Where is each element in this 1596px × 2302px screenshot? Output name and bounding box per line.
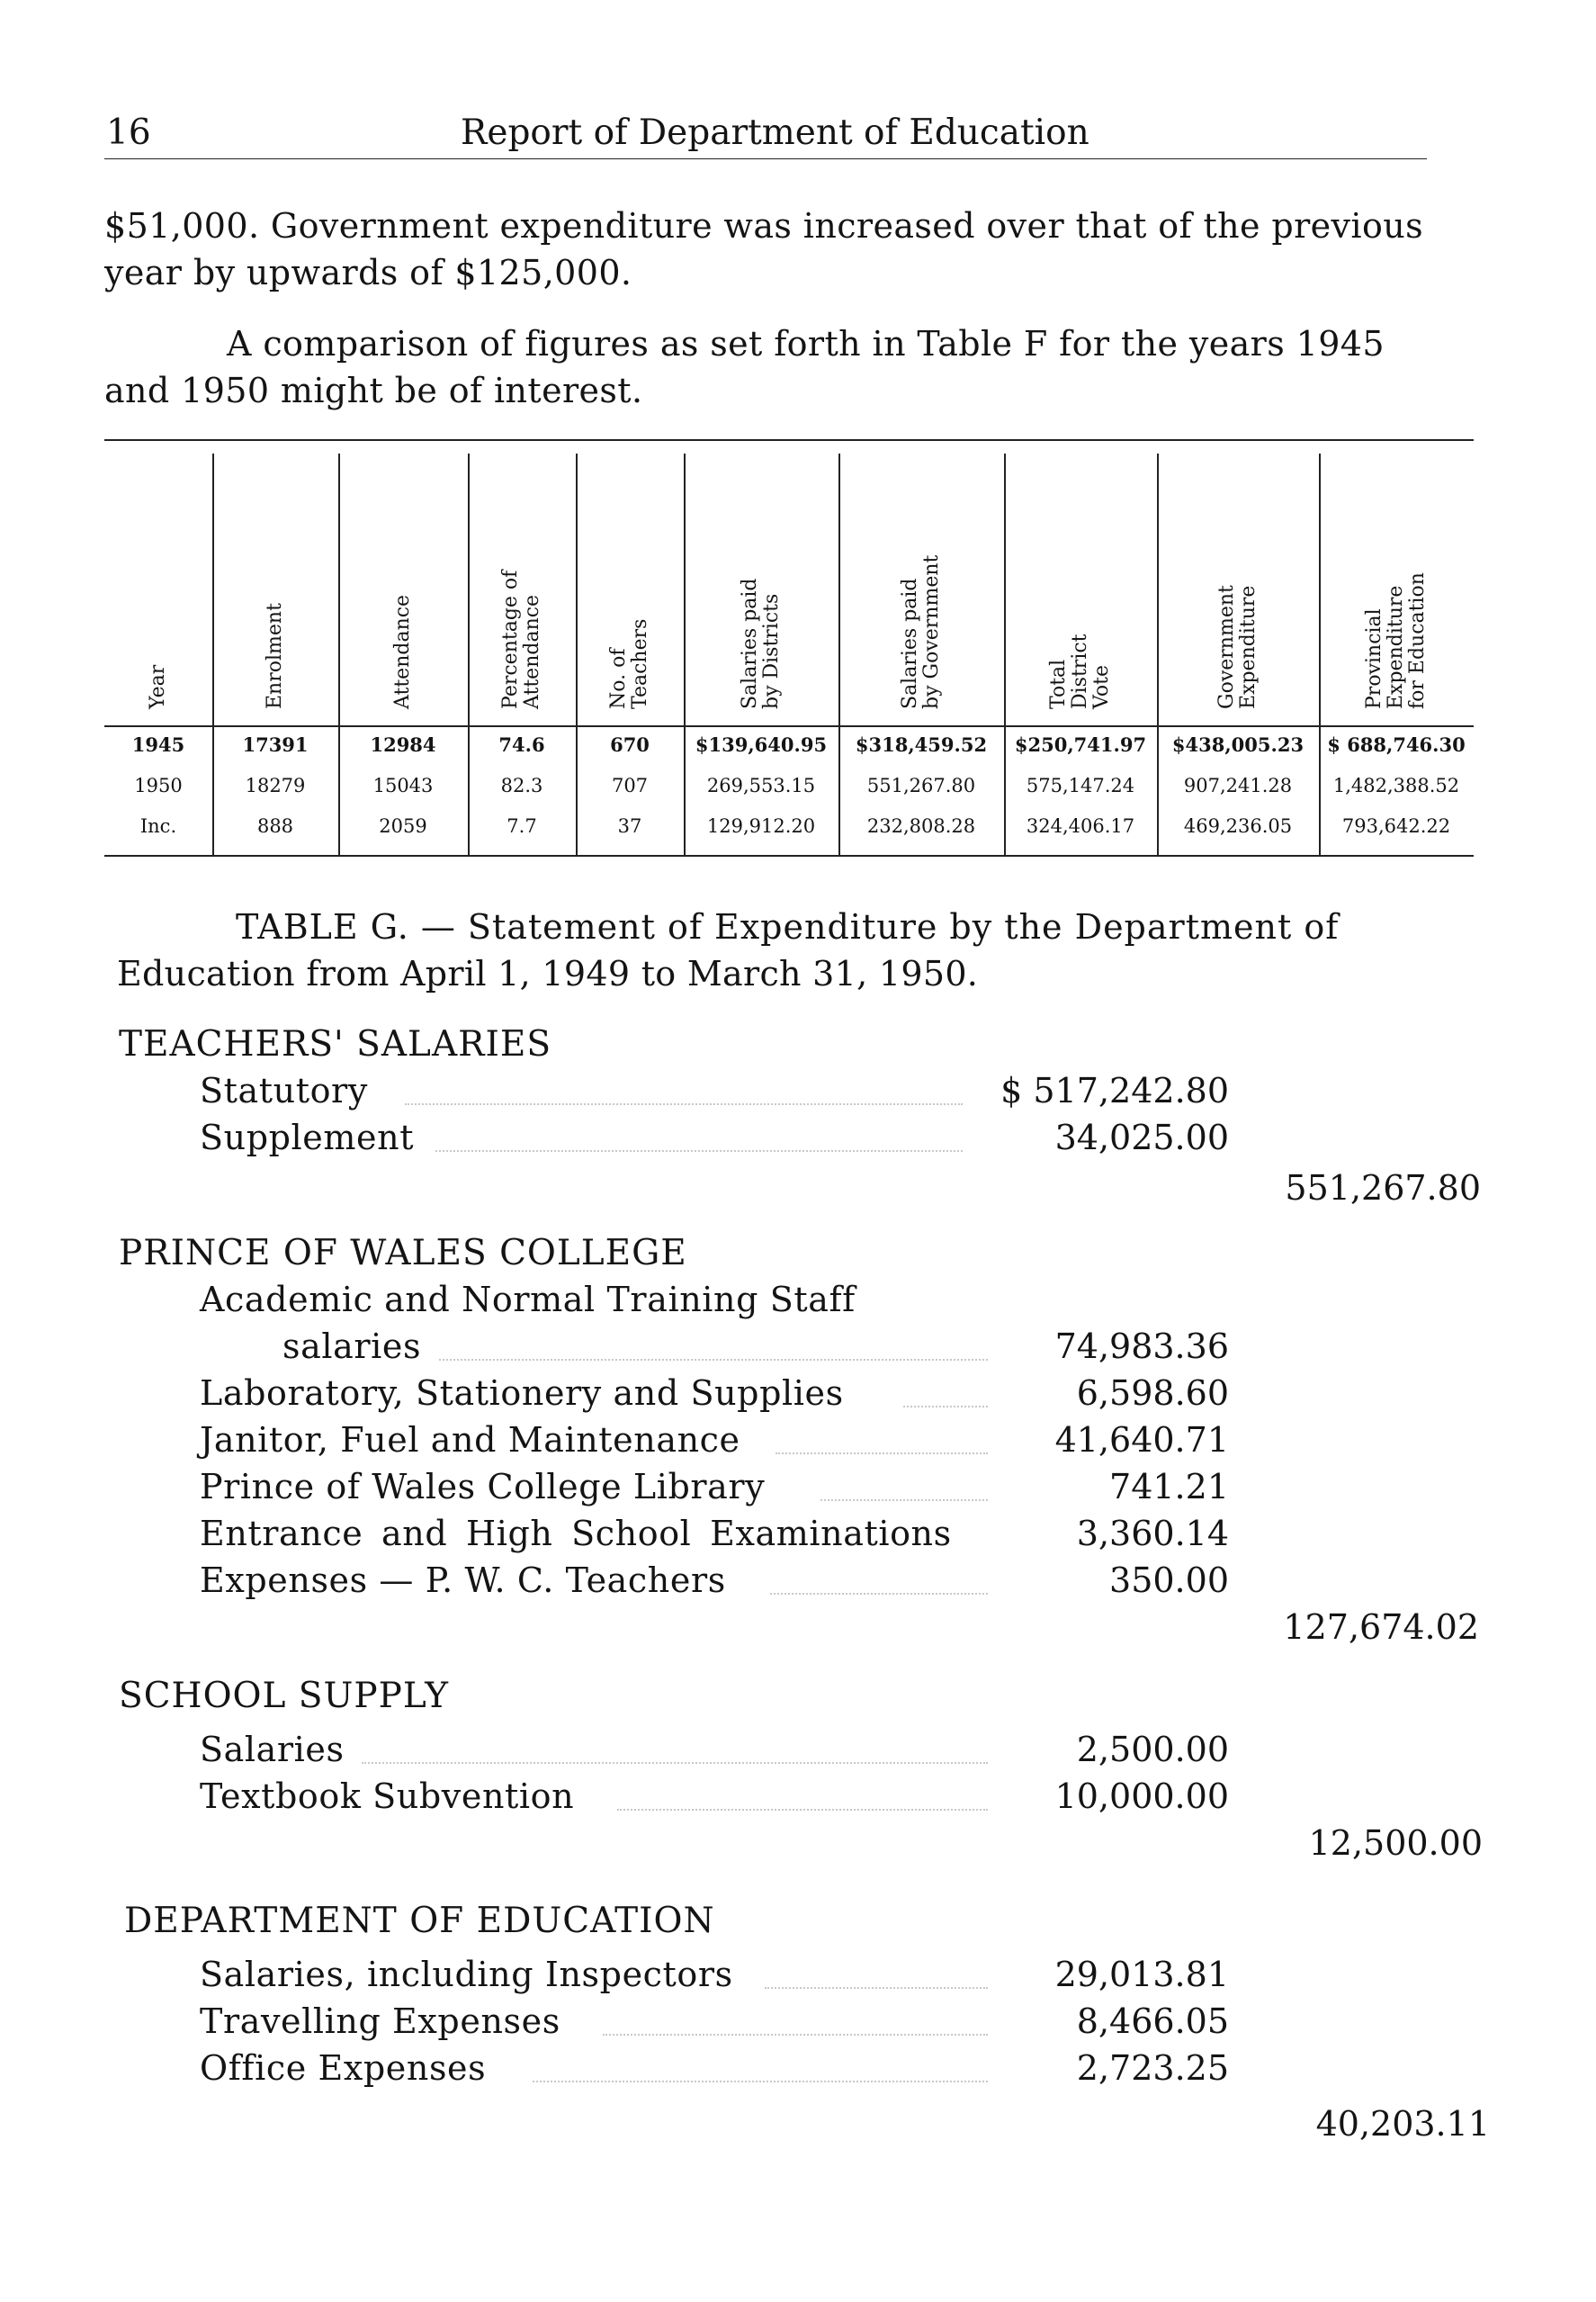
intro-line: $51,000. Government expenditure was increased over that of the previous <box>104 206 1424 246</box>
table-cell: $250,741.97 <box>1014 733 1147 756</box>
running-title: Report of Department of Education <box>461 112 1089 153</box>
line-item-amount: 741.21 <box>1109 1467 1229 1506</box>
column-header-label: Salaries paid by Government <box>899 554 943 709</box>
line-item-amount: 41,640.71 <box>1054 1420 1229 1460</box>
line-item-label: Statutory <box>200 1071 368 1111</box>
dot-leader <box>533 2081 988 2082</box>
section-title: DEPARTMENT OF EDUCATION <box>124 1901 715 1941</box>
table-cell: 575,147.24 <box>1026 775 1135 796</box>
table-bottom-rule <box>104 855 1474 857</box>
line-item-amount: 350.00 <box>1109 1560 1229 1600</box>
section-title: PRINCE OF WALES COLLEGE <box>119 1233 687 1273</box>
table-cell: 269,553.15 <box>706 775 816 796</box>
dot-leader <box>765 1987 988 1989</box>
intro-line: year by upwards of $125,000. <box>104 253 632 292</box>
line-item-label: Janitor, Fuel and Maintenance <box>200 1420 740 1460</box>
column-header-label: Government Expenditure <box>1215 585 1260 709</box>
table-top-rule <box>104 439 1474 441</box>
table-cell: $438,005.23 <box>1171 733 1305 756</box>
column-header-label: Year <box>147 664 169 709</box>
line-item-amount: 29,013.81 <box>1054 1955 1229 1994</box>
table-cell: 1,482,388.52 <box>1332 775 1460 796</box>
line-item-label: Salaries, including Inspectors <box>200 1955 733 1994</box>
dot-leader <box>820 1499 988 1501</box>
table-cell: 12984 <box>370 733 436 756</box>
table-cell: $ 688,746.30 <box>1327 733 1466 756</box>
table-cell: 2059 <box>379 815 427 837</box>
line-item-amount: 2,723.25 <box>1076 2048 1229 2088</box>
table-cell: $318,459.52 <box>855 733 988 756</box>
line-item-label: Office Expenses <box>200 2048 487 2088</box>
line-item-label: Expenses — P. W. C. Teachers <box>200 1560 726 1600</box>
section-total: 127,674.02 <box>1283 1607 1479 1647</box>
table-cell: 18279 <box>245 775 306 796</box>
table-cell: 7.7 <box>507 815 537 837</box>
dot-leader <box>770 1593 988 1595</box>
line-item-label: salaries <box>282 1326 422 1366</box>
table-header-rule <box>104 725 1474 727</box>
table-cell: 15043 <box>372 775 434 796</box>
line-item-label: Salaries <box>200 1730 345 1769</box>
table-cell: 129,912.20 <box>706 815 816 837</box>
table-cell: 793,642.22 <box>1341 815 1451 837</box>
table-cell: 1945 <box>131 733 185 756</box>
dot-leader <box>439 1359 988 1361</box>
line-item-amount: $ 517,242.80 <box>1000 1071 1229 1111</box>
line-item-amount: 3,360.14 <box>1076 1514 1229 1553</box>
header-rule <box>104 158 1427 159</box>
table-g-heading: Education from April 1, 1949 to March 31, 1950. <box>117 954 979 994</box>
column-header-label: Provincial Expenditure for Education <box>1363 572 1429 709</box>
line-item-label: Academic and Normal Training Staff <box>200 1280 856 1319</box>
table-cell: 1950 <box>134 775 183 796</box>
table-cell: 74.6 <box>498 733 545 756</box>
table-cell: 82.3 <box>500 775 543 796</box>
table-cell: 469,236.05 <box>1183 815 1293 837</box>
line-item-label: Supplement <box>200 1118 415 1157</box>
column-header-label: Total District Vote <box>1047 634 1113 709</box>
line-item-label: Textbook Subvention <box>200 1776 575 1816</box>
line-item-label: Laboratory, Stationery and Supplies <box>200 1373 844 1413</box>
dot-leader <box>617 1809 988 1811</box>
table-cell: 232,808.28 <box>866 815 976 837</box>
table-cell: 707 <box>611 775 649 796</box>
intro-line: A comparison of figures as set forth in Table F for the years 1945 <box>227 324 1385 364</box>
table-cell: 324,406.17 <box>1026 815 1135 837</box>
section-total: 551,267.80 <box>1285 1168 1481 1208</box>
table-g-heading: TABLE G. — Statement of Expenditure by the Department of <box>236 907 1340 947</box>
line-item-amount: 2,500.00 <box>1076 1730 1229 1769</box>
table-cell: 907,241.28 <box>1183 775 1293 796</box>
table-cell: 551,267.80 <box>866 775 976 796</box>
dot-leader <box>603 2034 988 2036</box>
table-cell: $139,640.95 <box>695 733 828 756</box>
column-header-label: Attendance <box>391 594 414 709</box>
section-total: 12,500.00 <box>1308 1823 1483 1863</box>
line-item-label: Travelling Expenses <box>200 2001 560 2041</box>
table-cell: 888 <box>256 815 294 837</box>
section-total: 40,203.11 <box>1315 2104 1490 2144</box>
section-title: SCHOOL SUPPLY <box>119 1676 450 1716</box>
column-header-label: Enrolment <box>264 603 286 709</box>
line-item-amount: 6,598.60 <box>1076 1373 1229 1413</box>
table-cell: 17391 <box>242 733 309 756</box>
line-item-amount: 8,466.05 <box>1076 2001 1229 2041</box>
dot-leader <box>435 1150 963 1152</box>
column-header-label: No. of Teachers <box>607 618 651 709</box>
column-header-label: Percentage of Attendance <box>499 570 543 709</box>
section-title: TEACHERS' SALARIES <box>119 1024 552 1065</box>
table-cell: 37 <box>617 815 642 837</box>
table-cell: Inc. <box>139 815 177 837</box>
column-header-label: Salaries paid by Districts <box>739 578 783 709</box>
line-item-label: Prince of Wales College Library <box>200 1467 766 1506</box>
line-item-amount: 74,983.36 <box>1054 1326 1229 1366</box>
intro-line: and 1950 might be of interest. <box>104 371 643 410</box>
dot-leader <box>405 1103 963 1105</box>
dot-leader <box>776 1452 988 1454</box>
page-number: 16 <box>106 112 151 153</box>
line-item-amount: 10,000.00 <box>1054 1776 1229 1816</box>
line-item-label: Entrance and High School Examinations <box>200 1514 952 1553</box>
comparison-table <box>104 439 1474 871</box>
line-item-amount: 34,025.00 <box>1054 1118 1229 1157</box>
dot-leader <box>362 1762 988 1764</box>
table-cell: 670 <box>610 733 650 756</box>
dot-leader <box>903 1406 988 1407</box>
